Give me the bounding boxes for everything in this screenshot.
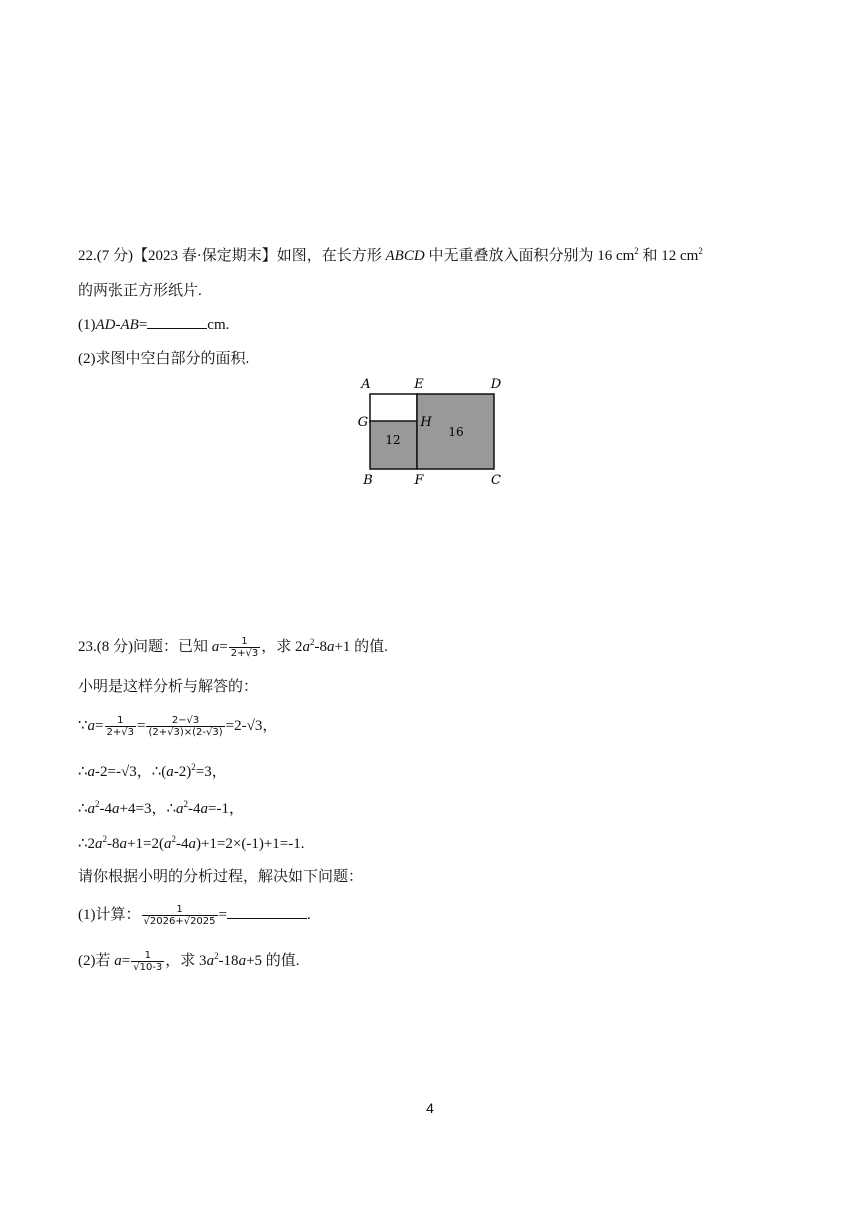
q23-step-3 [78, 797, 244, 820]
var-a: a [211, 639, 220, 655]
label-f: F [414, 473, 424, 488]
part-text: -18 [218, 953, 239, 969]
numerator: 1 [241, 636, 248, 648]
var-a: a [95, 836, 103, 852]
step-text: -4 [175, 836, 189, 852]
rectangle-figure [352, 372, 512, 488]
denominator: 2+√3 [106, 727, 134, 739]
var-a: a [188, 836, 196, 852]
var-a: a [200, 801, 209, 817]
numerator: 1 [144, 950, 151, 962]
large-square-area: 16 [448, 425, 464, 439]
fraction [229, 636, 260, 659]
step-result: =2-√3， [225, 718, 278, 734]
unit: cm. [207, 317, 230, 333]
q22-line-2 [78, 280, 202, 302]
q23-prompt [78, 866, 363, 888]
superscript: 2 [698, 246, 703, 256]
part-text: ，求 3 [165, 953, 207, 969]
step-text: -8 [107, 836, 120, 852]
var-a: a [163, 836, 172, 852]
therefore-symbol: ∴ [78, 834, 88, 852]
q22-source: 【2023 春·保定期末】 [133, 248, 277, 264]
label-a: A [361, 377, 371, 392]
step-text: +1=2( [127, 836, 164, 852]
var-a: a [87, 801, 96, 817]
label-d: D [490, 377, 502, 392]
q23-head: 23.(8 分)问题：已知 [78, 639, 212, 655]
q22-rect-name: ABCD [385, 248, 425, 264]
denominator: √2026+√2025 [143, 916, 216, 928]
denominator: (2+√3)×(2-√3) [148, 727, 223, 739]
answer-blank[interactable] [147, 314, 207, 329]
q22-text: 中无重叠放入面积分别为 16 cm [424, 248, 635, 264]
superscript: 2 [634, 246, 639, 256]
q23-part-2 [78, 950, 300, 973]
superscript: 2 [183, 799, 189, 809]
intro-text: 小明是这样分析与解答的： [78, 679, 259, 695]
q22-part-2 [78, 348, 249, 370]
label-b: B [363, 473, 373, 488]
var-a: a [326, 639, 335, 655]
q22-text: 如图，在长方形 [276, 248, 386, 264]
small-square-area: 12 [385, 433, 401, 447]
step-text: )+1=2×(-1)+1=-1. [195, 836, 305, 852]
var-a: a [112, 801, 120, 817]
q23-step-2 [78, 760, 227, 783]
page-number: 4 [426, 1100, 434, 1116]
q22-text: 的两张正方形纸片. [78, 283, 202, 299]
step-text: 2 [87, 836, 96, 852]
numerator: 2−√3 [171, 715, 200, 727]
equals: = [138, 317, 148, 333]
q23-step-1 [78, 714, 277, 738]
blank-region [370, 394, 417, 422]
step-text: =-1， [208, 801, 244, 817]
superscript: 2 [171, 834, 176, 844]
fraction [131, 950, 164, 973]
step-text: ( [161, 764, 167, 780]
var-a: a [114, 953, 122, 969]
therefore-symbol: ∴ [78, 799, 88, 817]
q23-text: +1 的值. [334, 639, 388, 655]
q22-line-1 [78, 245, 703, 267]
step-text: -4 [99, 801, 113, 817]
var-a: a [87, 718, 96, 734]
fraction [142, 904, 218, 927]
equals: = [218, 907, 227, 923]
period: . [307, 907, 311, 923]
label-g: G [357, 415, 369, 430]
fraction [146, 715, 224, 738]
q22-part-1 [78, 314, 229, 336]
step-text: -2=-√3， [95, 764, 152, 780]
q23-text: -8 [314, 639, 327, 655]
label-e: E [414, 377, 424, 392]
equals: = [95, 718, 104, 734]
var-a: a [238, 953, 247, 969]
equals: = [137, 718, 146, 734]
part-label: (2)若 [78, 953, 115, 969]
prompt-text: 请你根据小明的分析过程，解决如下问题： [78, 869, 364, 885]
label-h: H [420, 415, 432, 430]
therefore-symbol: ∴ [78, 762, 88, 780]
q23-line-1 [78, 636, 388, 659]
var-a: a [87, 764, 96, 780]
denominator: 2+√3 [230, 648, 259, 660]
var-a: a [119, 836, 128, 852]
because-symbol: ∵ [78, 716, 88, 734]
step-text: -4 [188, 801, 201, 817]
superscript: 2 [102, 834, 108, 844]
superscript: 2 [95, 799, 100, 809]
q23-text: ，求 2 [261, 639, 303, 655]
superscript: 2 [214, 951, 219, 961]
numerator: 1 [117, 715, 124, 727]
var-a: a [176, 801, 184, 817]
denominator: √10-3 [133, 962, 163, 974]
q22-text: 和 12 cm [638, 248, 699, 264]
therefore-symbol: ∴ [151, 762, 162, 780]
equals: = [219, 639, 228, 655]
fraction [105, 715, 136, 738]
var-a: a [166, 764, 174, 780]
var-a: a [302, 639, 310, 655]
expression: AD-AB [95, 317, 139, 333]
answer-blank[interactable] [227, 904, 307, 919]
superscript: 2 [191, 762, 196, 772]
q23-step-4 [78, 832, 305, 855]
therefore-symbol: ∴ [166, 799, 177, 817]
q22-head: 22.(7 分) [78, 248, 133, 264]
superscript: 2 [309, 637, 315, 647]
step-text: -2) [173, 764, 192, 780]
step-text: +4=3， [119, 801, 167, 817]
step-text: =3， [195, 764, 227, 780]
q23-part-1 [78, 904, 311, 927]
part-label: (1)计算： [78, 907, 141, 923]
part-label: (1) [78, 317, 96, 333]
part-text: (2)求图中空白部分的面积. [78, 351, 250, 367]
var-a: a [206, 953, 215, 969]
part-text: +5 的值. [246, 953, 300, 969]
q23-intro [78, 676, 258, 698]
numerator: 1 [176, 904, 183, 916]
equals: = [121, 953, 131, 969]
label-c: C [491, 473, 501, 488]
